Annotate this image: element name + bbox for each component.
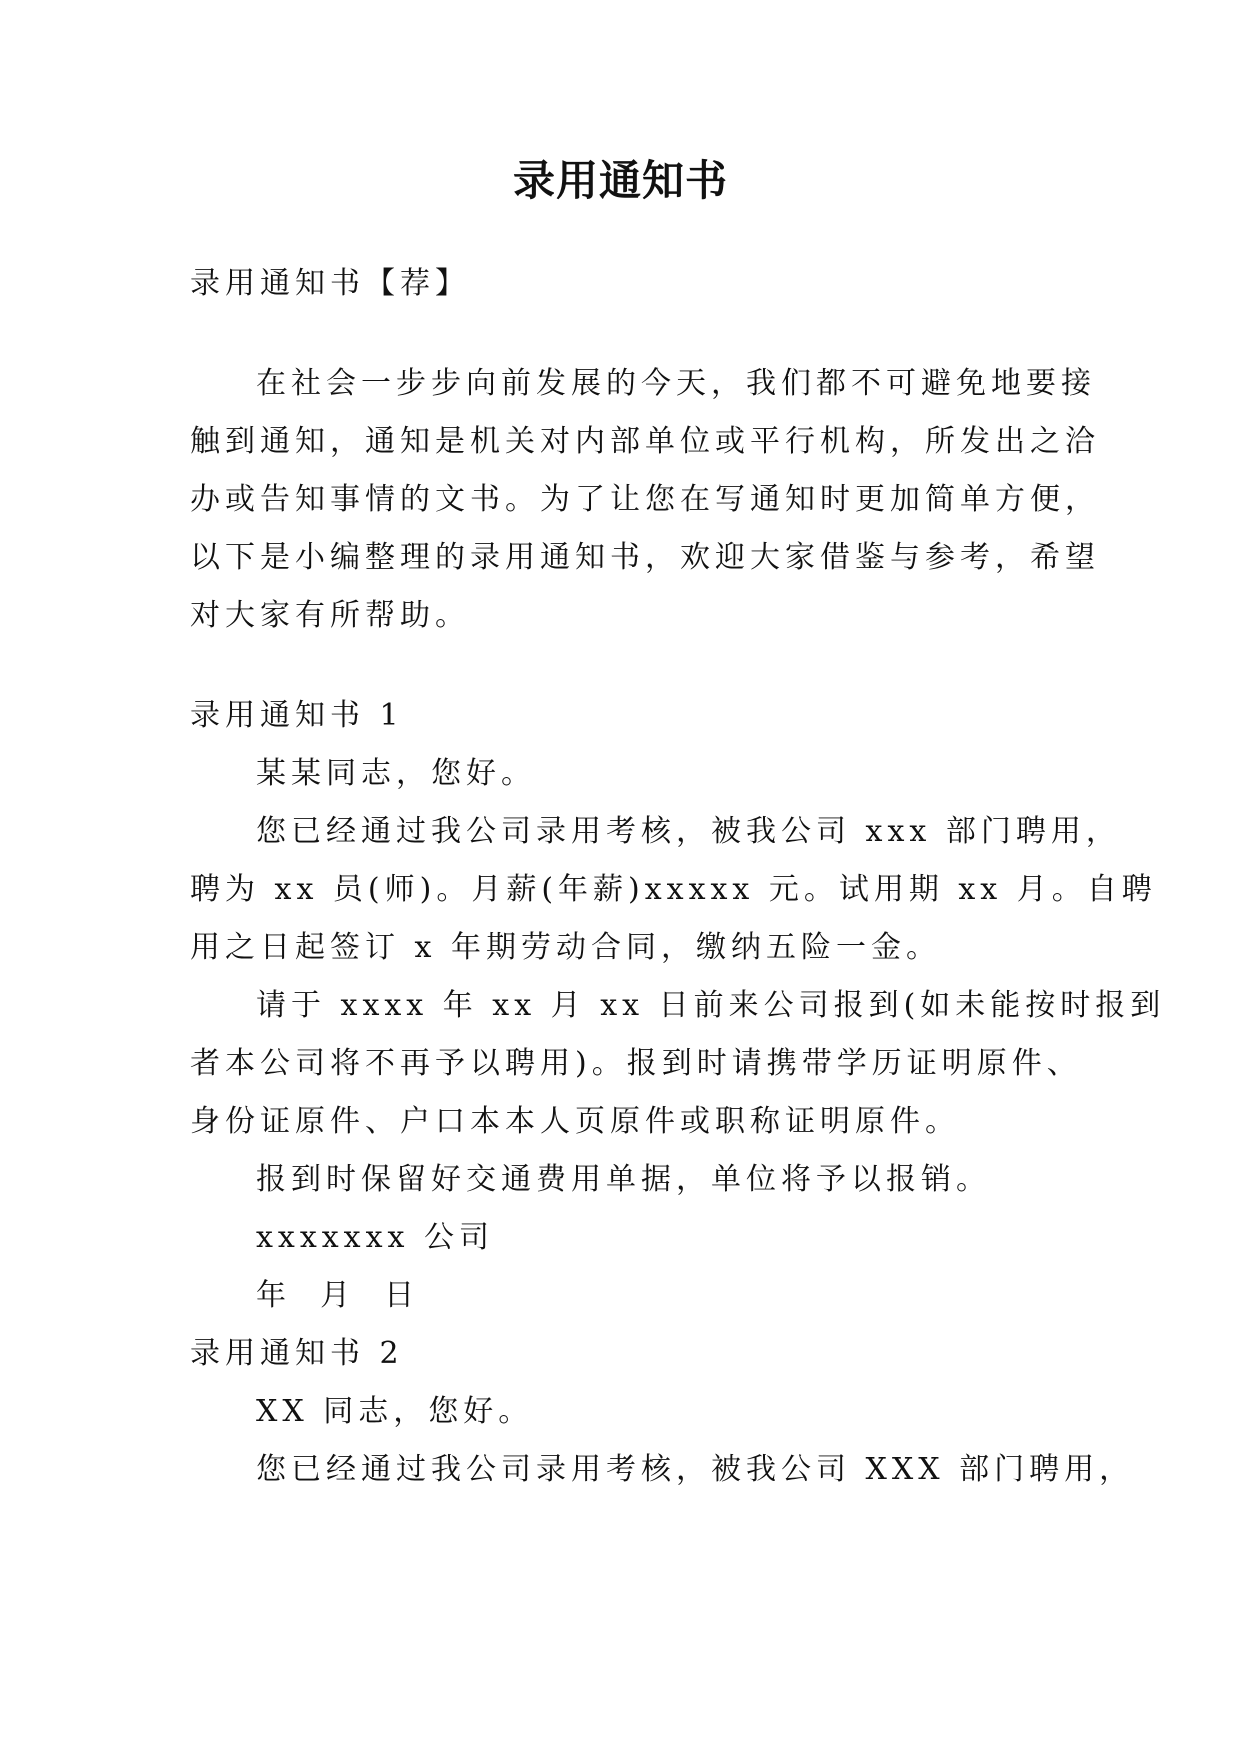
intro-line-1: 在社会一步步向前发展的今天，我们都不可避免地要接 xyxy=(256,366,1096,401)
intro-line-2: 触到通知，通知是机关对内部单位或平行机构，所发出之洽 xyxy=(190,424,1100,459)
section2-heading: 录用通知书 2 xyxy=(190,1336,404,1371)
document-title: 录用通知书 xyxy=(512,156,728,205)
section2-greeting: XX 同志，您好。 xyxy=(256,1394,534,1429)
intro-line-3: 办或告知事情的文书。为了让您在写通知时更加简单方便， xyxy=(190,482,1100,517)
section1-para1-line-3: 用之日起签订 x 年期劳动合同，缴纳五险一金。 xyxy=(190,930,941,965)
section1-para2-line-1: 请于 xxxx 年 xx 月 xx 日前来公司报到(如未能按时报到 xyxy=(256,988,1166,1023)
section1-para1-line-2: 聘为 xx 员(师)。月薪(年薪)xxxxx 元。试用期 xx 月。自聘 xyxy=(190,872,1157,907)
section1-para1-line-1: 您已经通过我公司录用考核，被我公司 xxx 部门聘用， xyxy=(256,814,1121,849)
section2-para1-line-1: 您已经通过我公司录用考核，被我公司 XXX 部门聘用， xyxy=(256,1452,1135,1487)
intro-line-4: 以下是小编整理的录用通知书，欢迎大家借鉴与参考，希望 xyxy=(190,540,1100,575)
section1-greeting: 某某同志，您好。 xyxy=(256,756,536,791)
section1-date: 年 月 日 xyxy=(256,1278,420,1313)
section1-para3: 报到时保留好交通费用单据，单位将予以报销。 xyxy=(256,1162,991,1197)
section1-company: xxxxxxx 公司 xyxy=(256,1220,494,1255)
intro-line-5: 对大家有所帮助。 xyxy=(190,598,470,633)
section1-heading: 录用通知书 1 xyxy=(190,698,404,733)
section1-para2-line-3: 身份证原件、户口本本人页原件或职称证明原件。 xyxy=(190,1104,960,1139)
section1-para2-line-2: 者本公司将不再予以聘用)。报到时请携带学历证明原件、 xyxy=(190,1046,1082,1081)
document-subtitle: 录用通知书【荐】 xyxy=(190,266,470,301)
